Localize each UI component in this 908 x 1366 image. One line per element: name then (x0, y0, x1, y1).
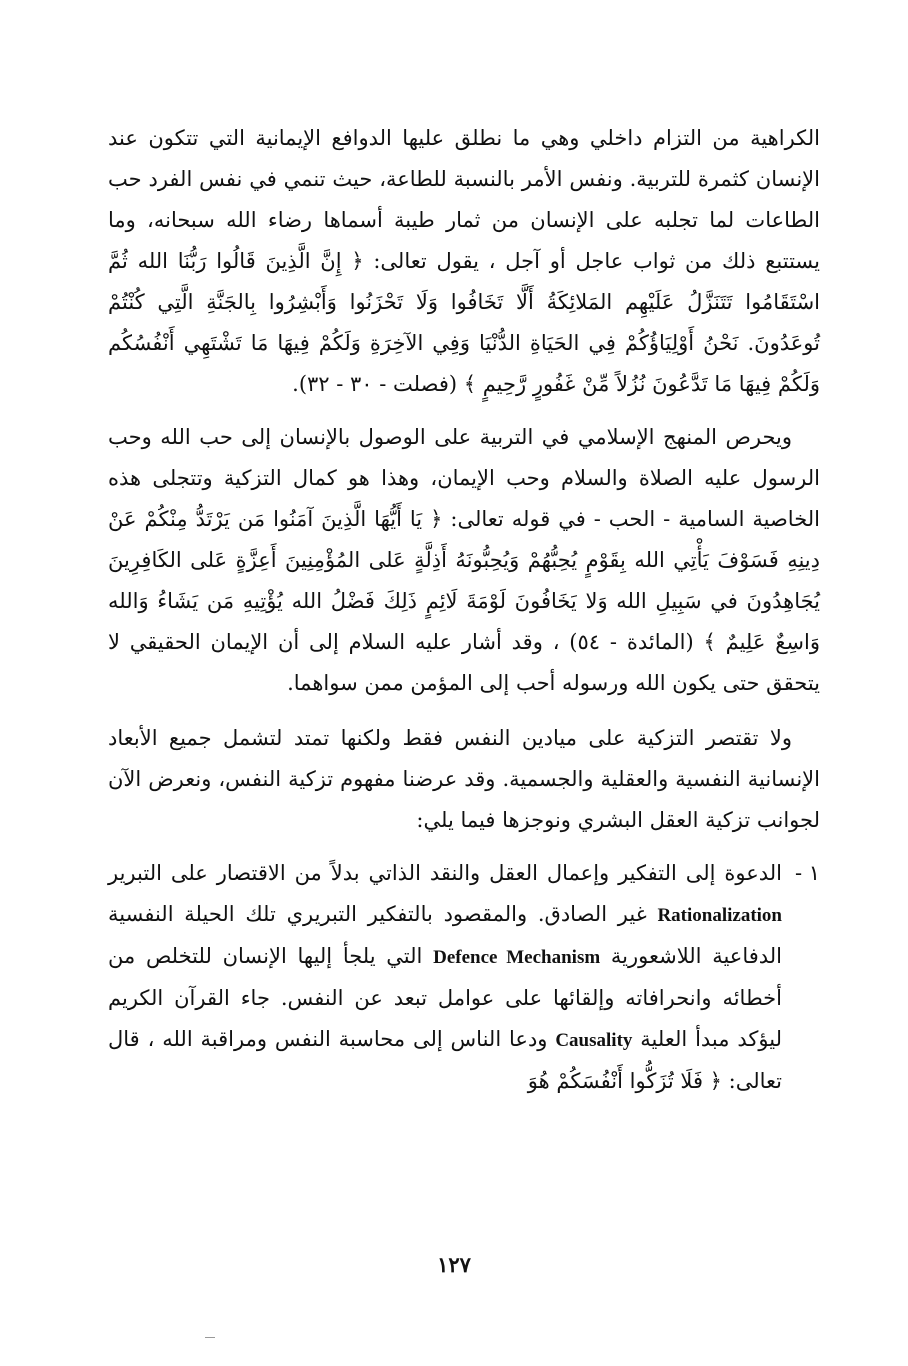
body-text (108, 118, 820, 1102)
list-item-text-d: ودعا الناس إلى محاسبة النفس ومراقبة الله ، قال تعالى: ﴿ فَلَا تُزَكُّوا أَنْفُسَكُمْ هُوَ (108, 1027, 782, 1093)
term-defence-mechanism: Defence Mechanism (433, 947, 601, 968)
list-item-text-a: الدعوة إلى التفكير وإعمال العقل والنقد الذاتي بدلاً من الاقتصار على التبرير (108, 861, 782, 885)
list-item-number: ١ - (794, 861, 820, 885)
paragraph-2: ويحرص المنهج الإسلامي في التربية على الوصول بالإنسان إلى حب الله وحب الرسول عليه الصلاة والسلام وحب الإيمان، وهذا هو كمال التزكية وتتجلى هذه الخاصية السامية - الحب - في قوله تعالى: ﴿ يَا أَيُّهَا الَّذِينَ آمَنُوا مَن يَرْتَدُّ مِنْكُمْ عَنْ دِينِهِ فَسَوْفَ يَأْتِي الله بِقَوْمٍ يُحِبُّهُمْ وَيُحِبُّونَهُ أَذِلَّةٍ عَلى المُؤْمِنِينَ أَعِزَّةٍ عَلى الكَافِرِينَ يُجَاهِدُونَ في سَبِيلِ الله وَلا يَخَافُونَ لَوْمَةَ لَائِمٍ ذَلِكَ فَضْلُ الله يُؤْتِيهِ مَن يَشَاءُ وَالله وَاسِعٌ عَلِيمٌ ﴾ (المائدة - ٥٤) ، وقد أشار عليه السلام إلى أن الإيمان الحقيقي لا يتحقق حتى يكون الله ورسوله أحب إلى المؤمن ممن سواهما. (108, 425, 820, 695)
list-item-1 (108, 853, 820, 1102)
page-number: ١٢٧ (437, 1252, 471, 1277)
paragraph-3: ولا تقتصر التزكية على ميادين النفس فقط ولكنها تمتد لتشمل جميع الأبعاد الإنسانية النفسية والعقلية والجسمية. وقد عرضنا مفهوم تزكية النفس، ونعرض الآن لجوانب تزكية العقل البشري ونوجزها فيما يلي: (108, 726, 820, 832)
list-item-text-c: التي يلجأ إليها الإنسان للتخلص من أخطائه وانحرافاته وإلقائها على عوامل تبعد عن النفس. جاء القرآن الكريم ليؤكد مبدأ العلية (108, 944, 782, 1051)
list-item-text-b: غير الصادق. والمقصود بالتفكير التبريري تلك الحيلة النفسية الدفاعية اللاشعورية (108, 902, 783, 968)
paragraph-1: الكراهية من التزام داخلي وهي ما نطلق عليها الدوافع الإيمانية التي تتكون عند الإنسان كثمرة للتربية. ونفس الأمر بالنسبة للطاعة، حيث تنمي في نفس الفرد حب الطاعات لما تجلبه على الإنسان من ثمار طيبة أسماها رضاء الله سبحانه، وما يستتبع ذلك من ثواب عاجل أو آجل ، يقول تعالى: ﴿ إِنَّ الَّذِينَ قَالُوا رَبُّنَا الله ثُمَّ اسْتَقَامُوا تَتَنَزَّلُ عَلَيْهِم المَلائِكَةُ أَلَّا تَخَافُوا وَلَا تَحْزَنُوا وَأَبْشِرُوا بِالجَنَّةِ الَّتِي كُنْتُمْ تُوعَدُونَ. نَحْنُ أَوْلِيَاؤُكُمْ فِي الحَيَاةِ الدُّنْيَا وَفِي الآخِرَةِ وَلَكُمْ فِيهَا مَا تَشْتَهِي أَنْفُسُكُم وَلَكُمْ فِيهَا مَا تَدَّعُونَ نُزُلاً مِّنْ غَفُورٍ رَّحِيمٍ ﴾ (فصلت - ٣٠ - ٣٢). (108, 126, 820, 396)
term-rationalization: Rationalization (657, 905, 782, 926)
scan-mark (205, 1337, 215, 1338)
term-causality: Causality (555, 1030, 633, 1051)
